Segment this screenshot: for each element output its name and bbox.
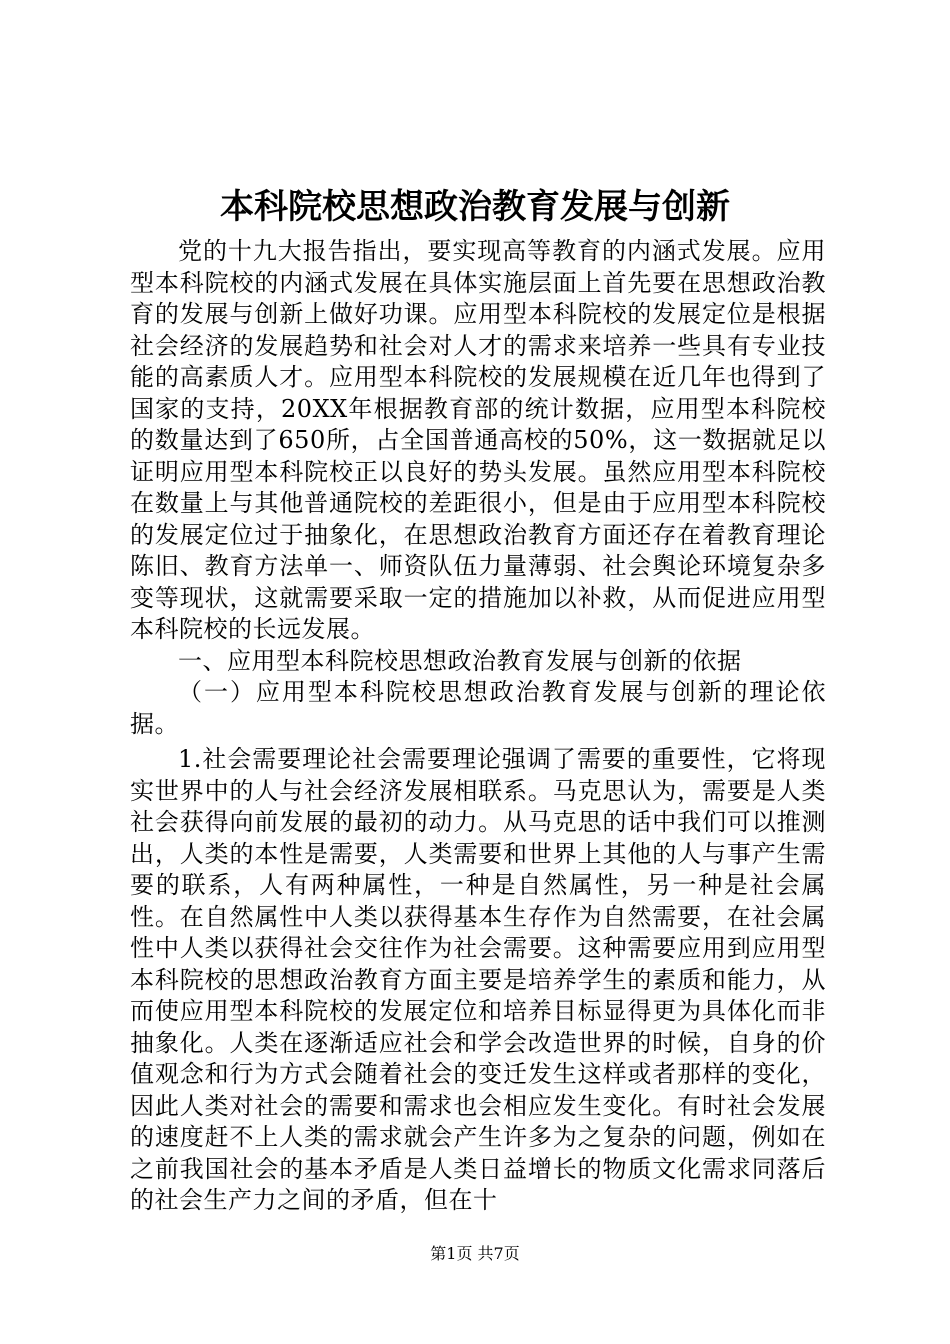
page-footer: 第1页 共7页 (430, 1244, 520, 1263)
document-title: 本科院校思想政治教育发展与创新 (220, 187, 730, 227)
document-body (130, 236, 826, 1217)
subsection-heading-1: （一）应用型本科院校思想政治教育发展与创新的理论依据。 (130, 678, 826, 738)
section-heading-1: 一、应用型本科院校思想政治教育发展与创新的依据 (178, 646, 742, 675)
theory-paragraph: 1.社会需要理论社会需要理论强调了需要的重要性，它将现实世界中的人与社会经济发展相联系。马克思认为，需要是人类社会获得向前发展的最初的动力。从马克思的话中我们可以推测出，人类的本性是需要，人类需要和世界上其他的人与事产生需要的联系，人有两种属性，一种是自然属性，另一种是社会属性。在自然属性中人类以获得基本生存作为自然需要，在社会属性中人类以获得社会交往作为社会需要。这种需要应用到应用型本科院校的思想政治教育方面主要是培养学生的素质和能力，从而使应用型本科院校的发展定位和培养目标显得更为具体化而非抽象化。人类在逐渐适应社会和学会改造世界的时候，自身的价值观念和行为方式会随着社会的变迁发生这样或者那样的变化，因此人类对社会的需要和需求也会相应发生变化。有时社会发展的速度赶不上人类的需求就会产生许多为之复杂的问题，例如在之前我国社会的基本矛盾是人类日益增长的物质文化需求同落后的社会生产力之间的矛盾，但在十 (130, 745, 826, 1214)
intro-paragraph: 党的十九大报告指出，要实现高等教育的内涵式发展。应用型本科院校的内涵式发展在具体实施层面上首先要在思想政治教育的发展与创新上做好功课。应用型本科院校的发展定位是根据社会经济的发展趋势和社会对人才的需求来培养一些具有专业技能的高素质人才。应用型本科院校的发展规模在近几年也得到了国家的支持，20XX年根据教育部的统计数据，应用型本科院校的数量达到了650所，占全国普通高校的50%，这一数据就足以证明应用型本科院校正以良好的势头发展。虽然应用型本科院校在数量上与其他普通院校的差距很小，但是由于应用型本科院校的发展定位过于抽象化，在思想政治教育方面还存在着教育理论陈旧、教育方法单一、师资队伍力量薄弱、社会舆论环境复杂多变等现状，这就需要采取一定的措施加以补救，从而促进应用型本科院校的长远发展。 (130, 237, 826, 643)
